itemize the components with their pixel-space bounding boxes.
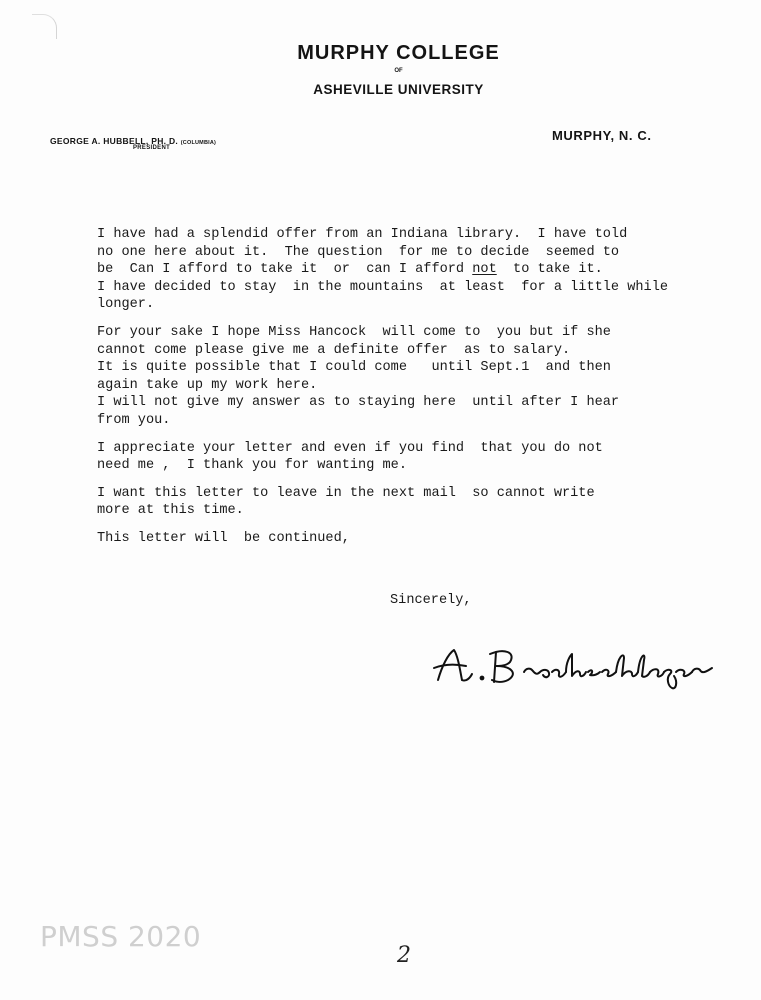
body-line: from you. bbox=[97, 412, 171, 428]
letterhead-president-title: PRESIDENT bbox=[133, 145, 171, 151]
letterhead-city: MURPHY, N. C. bbox=[552, 128, 652, 143]
body-line: I will not give my answer as to staying here until after I hear bbox=[97, 395, 620, 411]
underlined-word: not bbox=[472, 262, 497, 278]
corner-mark bbox=[32, 14, 57, 39]
letter-body bbox=[97, 226, 747, 558]
president-name: GEORGE A. HUBBELL, PH. D. bbox=[50, 136, 179, 146]
letterhead-college: MURPHY COLLEGE bbox=[297, 42, 500, 64]
body-line: no one here about it. The question for me to decide seemed to bbox=[97, 244, 620, 260]
handwritten-signature bbox=[432, 642, 717, 692]
paragraph-2 bbox=[97, 324, 747, 430]
body-line: more at this time. bbox=[97, 503, 244, 519]
body-line: It is quite possible that I could come until Sept.1 and then bbox=[97, 360, 611, 376]
closing: Sincerely, bbox=[390, 593, 472, 608]
body-line: cannot come please give me a definite offer as to salary. bbox=[97, 342, 571, 358]
body-line: longer. bbox=[97, 297, 155, 313]
body-line-segment: to take it. bbox=[496, 262, 603, 278]
body-line: I want this letter to leave in the next mail so cannot write bbox=[97, 485, 595, 501]
page-number: 2 bbox=[397, 943, 411, 968]
paragraph-3 bbox=[97, 440, 747, 475]
body-line bbox=[97, 261, 747, 279]
body-line: again take up my work here. bbox=[97, 377, 318, 393]
watermark: PMSS 2020 bbox=[40, 920, 202, 953]
body-line: I have decided to stay in the mountains at least for a little while bbox=[97, 279, 669, 295]
paragraph-5 bbox=[97, 530, 747, 548]
president-affiliation: (COLUMBIA) bbox=[180, 140, 217, 146]
paragraph-1 bbox=[97, 226, 747, 314]
body-line: For your sake I hope Miss Hancock will come to you but if she bbox=[97, 324, 611, 340]
body-line: I have had a splendid offer from an Indiana library. I have told bbox=[97, 227, 628, 242]
body-line: This letter will be continued, bbox=[97, 530, 350, 546]
letterhead-of: OF bbox=[394, 68, 403, 74]
body-line-segment: be Can I afford to take it or can I afford bbox=[97, 262, 473, 278]
letterhead-university: ASHEVILLE UNIVERSITY bbox=[313, 82, 484, 97]
body-line: need me , I thank you for wanting me. bbox=[97, 458, 407, 474]
body-line: I appreciate your letter and even if you find that you do not bbox=[97, 440, 603, 456]
paragraph-4 bbox=[97, 485, 747, 520]
